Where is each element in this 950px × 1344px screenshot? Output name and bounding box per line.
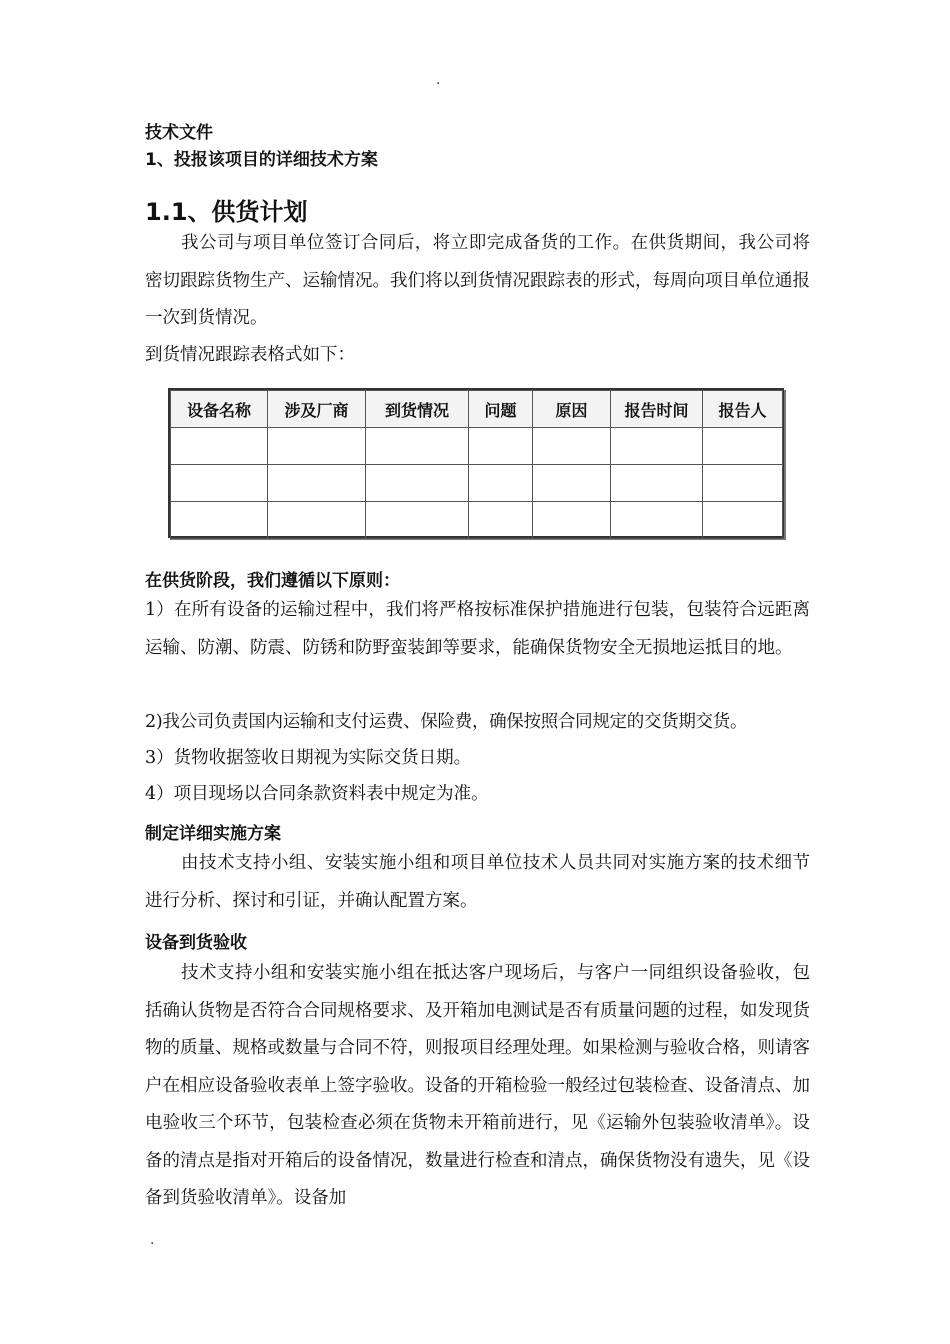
- table-intro: 到货情况跟踪表格式如下：: [145, 345, 355, 365]
- acceptance-heading: 设备到货验收: [145, 933, 247, 953]
- principles-heading: 在供货阶段，我们遵循以下原则：: [145, 571, 400, 591]
- document-title: 技术文件: [145, 123, 213, 143]
- plan-paragraph-text: 由技术支持小组、安装实施小组和项目单位技术人员共同对实施方案的技术细节进行分析、探讨和引证，并确认配置方案。: [145, 853, 810, 911]
- table-header-cell: 到货情况: [366, 391, 469, 428]
- acceptance-paragraph: [145, 955, 810, 1218]
- tracking-table: [170, 390, 783, 539]
- intro-paragraph: [145, 225, 810, 338]
- table-cell: [703, 428, 783, 465]
- table-cell: [469, 502, 533, 539]
- table-cell: [611, 428, 703, 465]
- table-cell: [268, 428, 366, 465]
- table-cell: [268, 465, 366, 502]
- table-header-cell: 问题: [469, 391, 533, 428]
- principle-3: 3）货物收据签收日期视为实际交货日期。: [145, 748, 472, 768]
- table-cell: [703, 502, 783, 539]
- table-header-cell: 原因: [533, 391, 611, 428]
- table-header-row: [171, 391, 783, 428]
- table-row: [171, 428, 783, 465]
- table-header-cell: 设备名称: [171, 391, 268, 428]
- plan-paragraph: [145, 845, 810, 920]
- table-cell: [611, 465, 703, 502]
- table-cell: [171, 502, 268, 539]
- footer-mark: .: [150, 1232, 155, 1248]
- table-cell: [469, 465, 533, 502]
- table-cell: [533, 465, 611, 502]
- principle-2: 2)我公司负责国内运输和支付运费、保险费，确保按照合同规定的交货期交货。: [145, 712, 748, 732]
- plan-heading: 制定详细实施方案: [145, 824, 281, 844]
- intro-paragraph-text: 我公司与项目单位签订合同后，将立即完成备货的工作。在供货期间，我公司将密切跟踪货物生产、运输情况。我们将以到货情况跟踪表的形式，每周向项目单位通报一次到货情况。: [145, 233, 810, 328]
- table-cell: [171, 465, 268, 502]
- table-cell: [366, 465, 469, 502]
- table-cell: [703, 465, 783, 502]
- table-cell: [469, 428, 533, 465]
- table-header-cell: 报告时间: [611, 391, 703, 428]
- header-mark: .: [436, 72, 441, 88]
- table-header-cell: 涉及厂商: [268, 391, 366, 428]
- table-cell: [533, 428, 611, 465]
- principle-1-text: 1）在所有设备的运输过程中，我们将严格按标准保护措施进行包装，包装符合远距离运输、防潮、防震、防锈和防野蛮装卸等要求，能确保货物安全无损地运抵目的地。: [145, 600, 810, 658]
- table-cell: [171, 428, 268, 465]
- heading-supply-plan: 1.1、供货计划: [145, 198, 308, 226]
- tracking-table-frame: [168, 388, 784, 538]
- acceptance-paragraph-text: 技术支持小组和安装实施小组在抵达客户现场后，与客户一同组织设备验收，包括确认货物是否符合合同规格要求、及开箱加电测试是否有质量问题的过程，如发现货物的质量、规格或数量与合同不符，则报项目经理处理。如果检测与验收合格，则请客户在相应设备验收表单上签字验收。设备的开箱检验一般经过包装检查、设备清点、加电验收三个环节，包装检查必须在货物未开箱前进行，见《运输外包装验收清单》。设备的清点是指对开箱后的设备情况，数量进行检查和清点，确保货物没有遗失，见《设备到货验收清单》。设备加: [145, 963, 810, 1208]
- table-cell: [611, 502, 703, 539]
- table-header-cell: 报告人: [703, 391, 783, 428]
- table-cell: [366, 428, 469, 465]
- principle-4: 4）项目现场以合同条款资料表中规定为准。: [145, 784, 489, 804]
- table-cell: [533, 502, 611, 539]
- table-row: [171, 502, 783, 539]
- principle-1: [145, 592, 810, 667]
- table-row: [171, 465, 783, 502]
- table-cell: [268, 502, 366, 539]
- section-title: 1、投报该项目的详细技术方案: [145, 150, 378, 170]
- table-cell: [366, 502, 469, 539]
